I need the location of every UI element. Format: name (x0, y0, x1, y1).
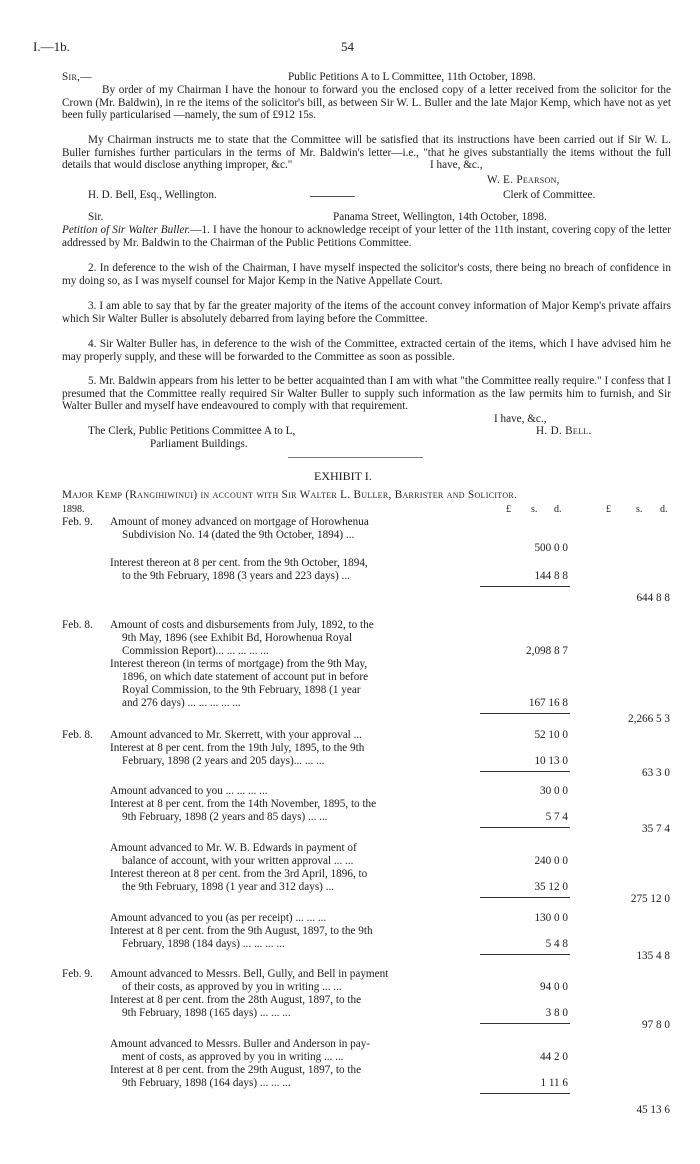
entry-line: Amount advanced to Messrs. Buller and Anderson in pay- (110, 1038, 371, 1050)
col-head-pence-2: d. (660, 504, 668, 515)
entry-line: Amount advanced to Messrs. Bell, Gully, and Bell in payment (110, 968, 389, 980)
entry-line: Royal Commission, to the 9th February, 1898 (1 year (122, 684, 361, 696)
letter2-paragraph-1-text: —1. I have the honour to acknowledge receipt of your letter of the 11th instant, covering copy of the letter addressed by Mr. Baldwin to the Chairman of the Public Petitions Committee. (62, 224, 671, 249)
entry-line: 9th May, 1896 (see Exhibit Bd, Horowhenua Royal (122, 632, 353, 644)
letter1-salutation: Sir,— (62, 71, 92, 83)
entry-line: 9th February, 1898 (164 days) ... ... ... (122, 1077, 291, 1089)
divider (310, 196, 355, 197)
col-head-shillings-1: s. (531, 504, 538, 515)
entry-total: 97 8 0 (642, 1019, 670, 1031)
entry-line: ment of costs, as approved by you in writing ... ... (122, 1051, 344, 1063)
entry-line: Interest thereon at 8 per cent. from the 9th October, 1894, (110, 557, 368, 569)
entry-line: 9th February, 1898 (165 days) ... ... ... (122, 1007, 291, 1019)
entry-date: Feb. 9. (62, 516, 93, 528)
item-amount: 5 4 8 (545, 938, 568, 950)
letter2-closing: I have, &c., (494, 413, 547, 425)
subtotal-rule (480, 586, 570, 587)
entry-line: Interest at 8 per cent. from the 19th July, 1895, to the 9th (110, 742, 365, 754)
letter1-paragraph-2: My Chairman instructs me to state that the Committee will be satisfied that its instructions have been carried out if Sir W. L. Buller furnishes further particulars in the terms of Mr. Baldwin's letter—i.e., "that he gives substantially the items without the full details that would disclose anything improper, &c." (62, 134, 671, 171)
letter1-closing: I have, &c., (430, 159, 483, 171)
item-amount: 167 16 8 (528, 697, 568, 709)
col-head-pence-1: d. (554, 504, 562, 515)
letter1-signer: W. E. Pearson, (487, 174, 560, 186)
letter2-signer: H. D. Bell. (536, 425, 592, 437)
letter1-addressee: H. D. Bell, Esq., Wellington. (88, 189, 217, 201)
item-amount: 44 2 0 (540, 1051, 568, 1063)
item-amount: 5 7 4 (545, 811, 568, 823)
letter2-paragraph-4: 4. Sir Walter Buller has, in deference to the wish of the Committee, extracted certain of the items, which I have advised him he may properly supply, and these will be forwarded to the Committee as soon as possible. (62, 338, 671, 363)
entry-total: 45 13 6 (636, 1104, 670, 1116)
letter2-to-line-1: The Clerk, Public Petitions Committee A to L, (88, 425, 296, 437)
page-number: 54 (341, 39, 354, 54)
entry-line: balance of account, with your written approval ... ... (122, 855, 354, 867)
entry-line: Interest thereon at 8 per cent. from the 3rd April, 1896, to (110, 868, 368, 880)
item-amount: 35 12 0 (534, 881, 568, 893)
entry-total: 2,266 5 3 (628, 713, 670, 725)
subtotal-rule (480, 713, 570, 714)
entry-line: to the 9th February, 1898 (3 years and 223 days) ... (122, 570, 350, 582)
entry-line: Interest at 8 per cent. from the 9th August, 1897, to the 9th (110, 925, 373, 937)
item-amount: 130 0 0 (534, 912, 568, 924)
entry-line: Amount of money advanced on mortgage of Horowhenua (110, 516, 369, 528)
subtotal-rule (480, 827, 570, 828)
item-amount: 240 0 0 (534, 855, 568, 867)
subtotal-rule (480, 954, 570, 955)
col-head-shillings-2: s. (636, 504, 643, 515)
letter2-salutation: Sir. (88, 211, 104, 223)
account-heading: Major Kemp (Rangihiwinui) in account with Sir Walter L. Buller, Barrister and Solicitor. (62, 489, 518, 501)
item-amount: 52 10 0 (534, 729, 568, 741)
entry-line: Amount advanced to you (as per receipt) ... ... ... (110, 912, 327, 924)
entry-line: February, 1898 (2 years and 205 days)... ... ... (122, 755, 325, 767)
entry-line: Amount advanced to Mr. W. B. Edwards in payment of (110, 842, 357, 854)
letter2-paragraph-3: 3. I am able to say that by far the greater majority of the items of the account convey information of Major Kemp's private affairs which Sir Walter Buller is absolutely debarred from laying before the Committee. (62, 300, 671, 325)
subtotal-rule (480, 1093, 570, 1094)
exhibit-title: EXHIBIT I. (314, 469, 372, 483)
entry-date: Feb. 8. (62, 729, 93, 741)
col-head-pounds-1: £ (506, 504, 511, 515)
entry-line: Interest at 8 per cent. from the 14th November, 1895, to the (110, 798, 377, 810)
letter1-committee-date: Public Petitions A to L Committee, 11th October, 1898. (288, 71, 536, 83)
entry-line: Interest at 8 per cent. from the 28th August, 1897, to the (110, 994, 362, 1006)
letter1-paragraph-1: By order of my Chairman I have the honour to forward you the enclosed copy of a letter received from the solicitor for the Crown (Mr. Baldwin), in re the items of the solicitor's bill, as between Sir W. L. Buller and the late Major Kemp, which have not as yet been fully particularised —namely, the sum of £912 15s. (62, 84, 671, 121)
entry-line: 9th February, 1898 (2 years and 85 days) ... ... (122, 811, 328, 823)
petition-title: Petition of Sir Walter Buller. (62, 224, 191, 236)
letter2-to-line-2: Parliament Buildings. (150, 438, 248, 450)
letter1-signer-title: Clerk of Committee. (503, 189, 596, 201)
page-reference: I.—1b. (33, 39, 70, 54)
item-amount: 10 13 0 (534, 755, 568, 767)
item-amount: 500 0 0 (534, 542, 568, 554)
letter2-paragraph-1 (62, 224, 671, 249)
entry-total: 644 8 8 (636, 592, 670, 604)
letter2-address-date: Panama Street, Wellington, 14th October, 1898. (333, 211, 547, 223)
col-head-pounds-2: £ (606, 504, 611, 515)
letter2-paragraph-2: 2. In deference to the wish of the Chairman, I have myself inspected the solicitor's costs, there being no breach of confidence in my doing so, as I was myself counsel for Major Kemp in the Native Appellate Court. (62, 262, 671, 287)
subtotal-rule (480, 897, 570, 898)
entry-total: 35 7 4 (642, 823, 670, 835)
entry-total: 63 3 0 (642, 767, 670, 779)
entry-line: Interest at 8 per cent. from the 29th August, 1897, to the (110, 1064, 362, 1076)
entry-line: of their costs, as approved by you in writing ... ... (122, 981, 342, 993)
entry-date: Feb. 9. (62, 968, 93, 980)
entry-line: 1896, on which date statement of account put in before (122, 671, 369, 683)
entry-line: Subdivision No. 14 (dated the 9th October, 1894) ... (122, 529, 355, 541)
section-divider (288, 457, 423, 458)
entry-line: Commission Report)... ... ... ... ... (122, 645, 269, 657)
item-amount: 30 0 0 (540, 785, 568, 797)
item-amount: 1 11 6 (540, 1077, 568, 1089)
item-amount: 94 0 0 (540, 981, 568, 993)
entry-line: Interest thereon (in terms of mortgage) from the 9th May, (110, 658, 368, 670)
entry-total: 135 4 8 (636, 950, 670, 962)
item-amount: 2,098 8 7 (526, 645, 568, 657)
subtotal-rule (480, 771, 570, 772)
entry-line: Amount of costs and disbursements from July, 1892, to the (110, 619, 374, 631)
entry-line: the 9th February, 1898 (1 year and 312 days) ... (122, 881, 335, 893)
entry-line: Amount advanced to you ... ... ... ... (110, 785, 268, 797)
item-amount: 144 8 8 (534, 570, 568, 582)
entry-line: February, 1898 (184 days) ... ... ... ... (122, 938, 285, 950)
subtotal-rule (480, 1023, 570, 1024)
entry-date: Feb. 8. (62, 619, 93, 631)
entry-line: and 276 days) ... ... ... ... ... (122, 697, 241, 709)
entry-total: 275 12 0 (630, 893, 670, 905)
account-year: 1898. (62, 504, 85, 515)
letter2-paragraph-5: 5. Mr. Baldwin appears from his letter to be better acquainted than I am with what "the Committee really require." I confess that I presumed that the Committee really required Sir Walter Buller to supply such information as the law permits him to furnish, and Sir Walter Buller and myself have endeavoured to comply with that requirement. (62, 375, 671, 412)
entry-line: Amount advanced to Mr. Skerrett, with your approval ... (110, 729, 362, 741)
item-amount: 3 8 0 (545, 1007, 568, 1019)
